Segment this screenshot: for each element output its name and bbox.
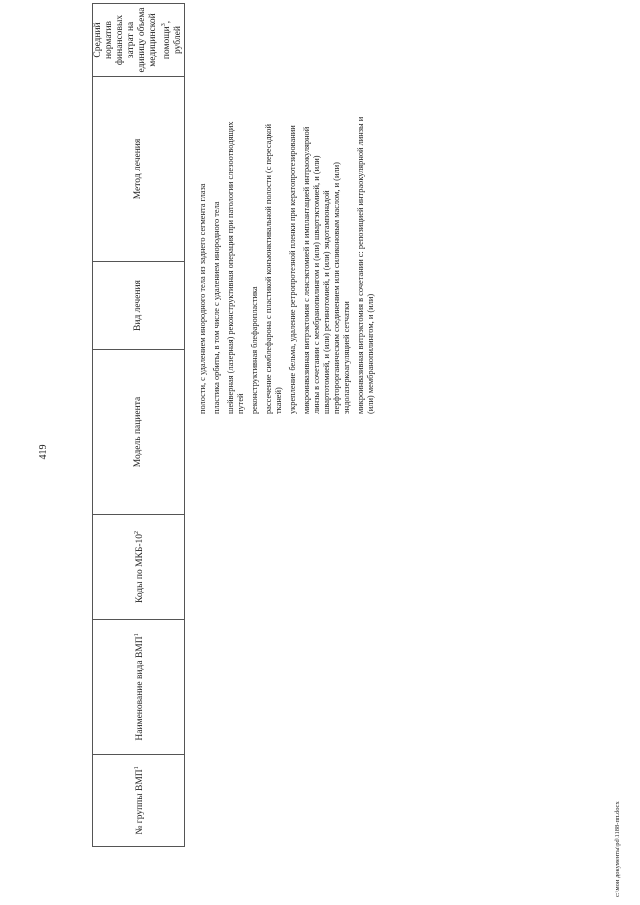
method-line: полости, с удалением инородного тела из заднего сегмента глаза (198, 183, 207, 414)
header-icd-codes: Коды по МКБ-$10^2$ (93, 515, 185, 620)
method-line: микроинвазивная витрэктомия в сочетании с: репозицией интраокулярной линзы и (или) мембранопилингом, и (или) (356, 116, 375, 414)
header-patient-model: Модель пациента (93, 350, 185, 515)
method-line: микроинвазивная витрэктомия с ленсэктомией и имплантацией интраокулярной линзы в сочетании с мембранопилингом и (или) швартэктомией, и (или) швартотомией, и (или) ретинотомией, и (или) эндотампонадой перфторорганическим соединением или силиконовым маслом, и (или) эндолазеркоагуляцией сетчатки (302, 126, 351, 414)
header-vmp-name: Наименование вида ВМП$^1$ (93, 620, 185, 755)
header-treatment-method: Метод лечения (93, 77, 185, 262)
method-line: шейверная (лазерная) реконструктивная операция при патологии слезоотводящих путей (226, 121, 245, 414)
method-line: реконструктивная блефаропластика (250, 286, 259, 414)
page-number: 419 (38, 444, 49, 460)
method-line: рассечение симблефарона с пластикой конъюнктивальной полости (с пересадкой тканей) (264, 124, 283, 414)
vmp-table (92, 3, 185, 847)
method-line: укрепление бельма, удаление ретропротезной пленки при кератопротезировании (288, 125, 297, 414)
treatment-method-content (198, 114, 380, 414)
header-treatment-type: Вид лечения (93, 262, 185, 350)
header-group-number: № группы ВМП$^1$ (93, 755, 185, 847)
table-header-row (93, 4, 185, 847)
method-line: пластика орбиты, в том числе с удалением инородного тела (212, 201, 221, 414)
header-cost-standard: Средний норматив финансовых затрат на единицу объема медицинской помощи$^3$, рублей (93, 4, 185, 77)
file-path-footer: c:\мои документы\pd\1188-пп.docx (614, 801, 621, 897)
